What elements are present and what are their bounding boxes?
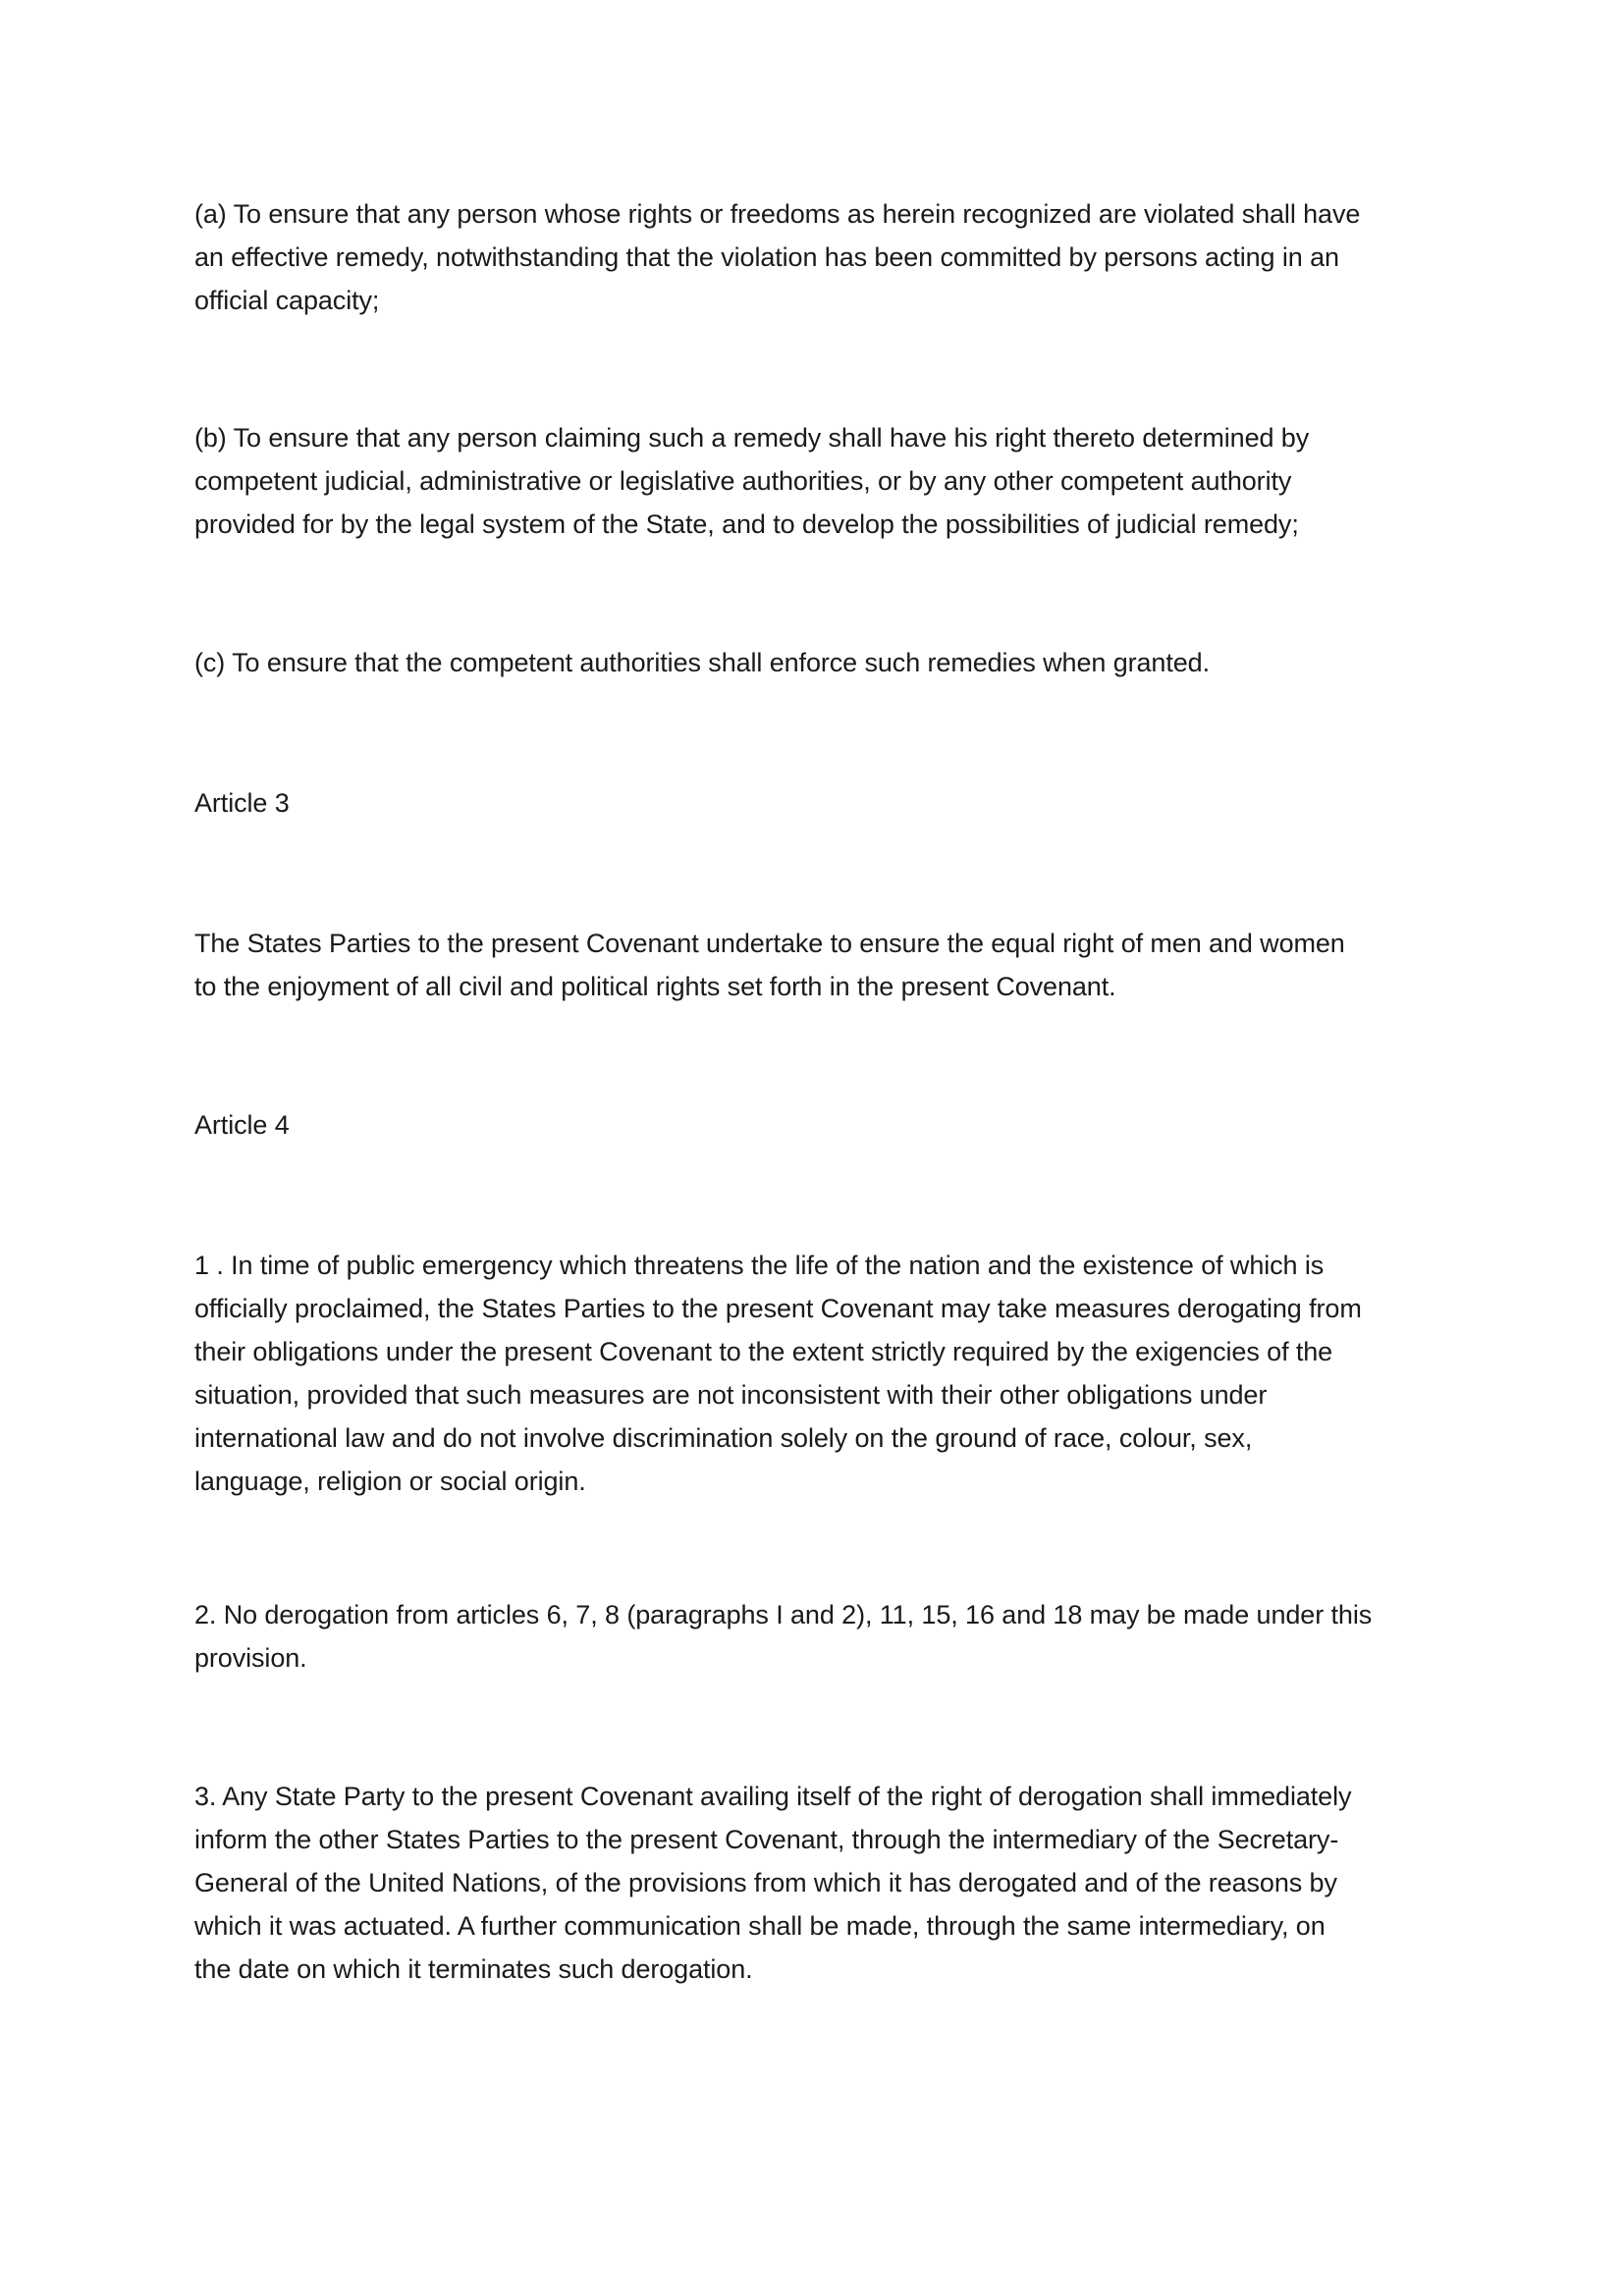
paragraph-b <box>194 416 1441 546</box>
text-line: 3. Any State Party to the present Covenant availing itself of the right of derogation shall immediately <box>194 1782 1352 1811</box>
paragraph-c <box>194 641 1441 684</box>
text-line: (b) To ensure that any person claiming such a remedy shall have his right thereto determined by <box>194 423 1310 453</box>
text-line: competent judicial, administrative or legislative authorities, or by any other competent authority <box>194 466 1292 496</box>
text-line: to the enjoyment of all civil and political rights set forth in the present Covenant. <box>194 972 1116 1001</box>
text-line: inform the other States Parties to the present Covenant, through the intermediary of the Secretary- <box>194 1825 1339 1854</box>
text-line: situation, provided that such measures are not inconsistent with their other obligations under <box>194 1380 1268 1410</box>
text-line: 1 . In time of public emergency which threatens the life of the nation and the existence of which is <box>194 1251 1325 1280</box>
text-line: the date on which it terminates such derogation. <box>194 1954 753 1984</box>
text-line: 2. No derogation from articles 6, 7, 8 (paragraphs I and 2), 11, 15, 16 and 18 may be made under this <box>194 1600 1373 1629</box>
text-line: Article 4 <box>194 1110 290 1140</box>
text-line: language, religion or social origin. <box>194 1467 586 1496</box>
article-4-paragraph-3 <box>194 1775 1441 1991</box>
text-line: official capacity; <box>194 286 380 315</box>
article-4-heading <box>194 1103 1441 1147</box>
text-line: The States Parties to the present Covenant undertake to ensure the equal right of men and women <box>194 929 1345 958</box>
paragraph-a <box>194 192 1441 322</box>
text-line: international law and do not involve discrimination solely on the ground of race, colour, sex, <box>194 1423 1253 1453</box>
text-line: their obligations under the present Covenant to the extent strictly required by the exigencies of the <box>194 1337 1333 1366</box>
article-3-heading <box>194 781 1441 825</box>
text-line: Article 3 <box>194 788 290 818</box>
text-line: officially proclaimed, the States Parties to the present Covenant may take measures derogating from <box>194 1294 1362 1323</box>
text-line: which it was actuated. A further communication shall be made, through the same intermediary, on <box>194 1911 1326 1941</box>
text-line: provided for by the legal system of the State, and to develop the possibilities of judicial remedy; <box>194 509 1299 539</box>
text-line: (c) To ensure that the competent authorities shall enforce such remedies when granted. <box>194 648 1210 677</box>
article-4-paragraph-2 <box>194 1593 1441 1680</box>
article-4-paragraph-1 <box>194 1244 1441 1503</box>
text-line: General of the United Nations, of the provisions from which it has derogated and of the reasons by <box>194 1868 1337 1897</box>
text-line: (a) To ensure that any person whose rights or freedoms as herein recognized are violated shall have <box>194 199 1361 229</box>
text-line: provision. <box>194 1643 307 1673</box>
article-3-text <box>194 922 1441 1008</box>
text-line: an effective remedy, notwithstanding that the violation has been committed by persons acting in an <box>194 242 1339 272</box>
